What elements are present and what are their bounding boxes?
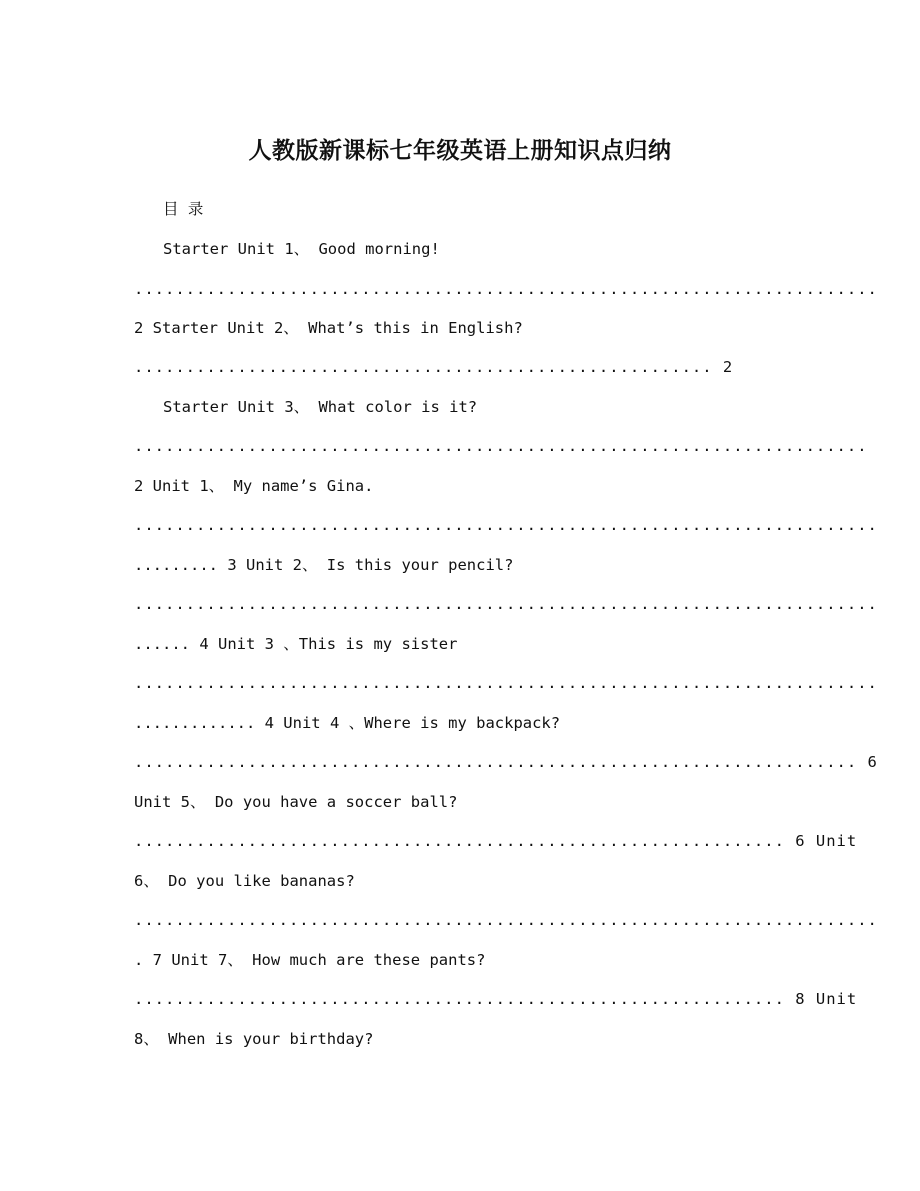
toc-dot-leader: ....................................................................... <box>134 437 868 455</box>
toc-dot-leader: ........................................................................ <box>134 911 878 929</box>
toc-line: ...... 4 Unit 3 、This is my sister <box>134 635 458 653</box>
toc-line: Starter Unit 1、 Good morning! <box>163 240 440 258</box>
toc-line: ............. 4 Unit 4 、Where is my backpack? <box>134 714 561 732</box>
toc-line: ......... 3 Unit 2、 Is this your pencil? <box>134 556 514 574</box>
toc-line: 8、 When is your birthday? <box>134 1030 374 1048</box>
toc-dot-leader: ........................................................ 2 <box>134 358 734 376</box>
toc-dot-leader: ............................................................... 8 Unit <box>134 990 858 1008</box>
toc-line: 2 Starter Unit 2、 What’s this in English? <box>134 319 523 337</box>
toc-dot-leader: ............................................................... 6 Unit <box>134 832 858 850</box>
document-title: 人教版新课标七年级英语上册知识点归纳 <box>248 137 672 164</box>
toc-line: Unit 5、 Do you have a soccer ball? <box>134 793 458 811</box>
toc-heading: 目 录 <box>163 200 204 218</box>
toc-dot-leader: ...................................................................... 6 <box>134 753 878 771</box>
toc-line: 6、 Do you like bananas? <box>134 872 355 890</box>
toc-dot-leader: ........................................................................ <box>134 674 878 692</box>
toc-dot-leader: ........................................................................ <box>134 595 878 613</box>
toc-dot-leader: ........................................................................ <box>134 280 878 298</box>
toc-line: 2 Unit 1、 My name’s Gina. <box>134 477 374 495</box>
toc-line: . 7 Unit 7、 How much are these pants? <box>134 951 486 969</box>
toc-dot-leader: ........................................................................ <box>134 516 878 534</box>
toc-line: Starter Unit 3、 What color is it? <box>163 398 478 416</box>
